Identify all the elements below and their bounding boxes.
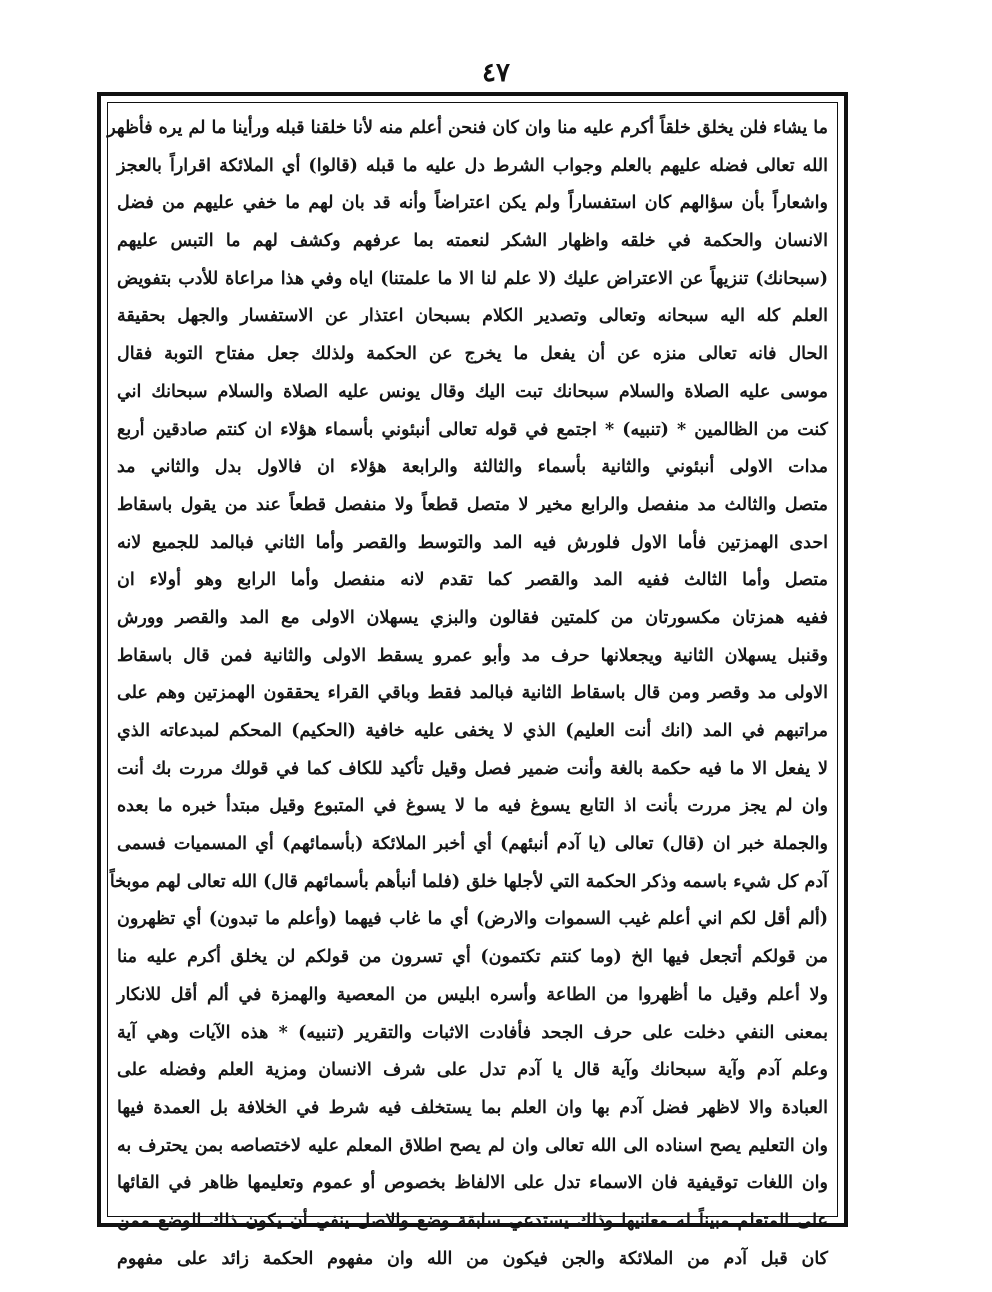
text-line: على المتعلم مبيناً له معانيها وذلك يستدعي سابقة وضع والاصل ينفي أن يكون ذلك الوضع ممن	[117, 1210, 828, 1231]
text-line: مدات الاولى أنبئوني والثانية بأسماء والثالثة والرابعة هؤلاء ان فالاول بدل والثاني مد	[117, 457, 828, 478]
text-line: آدم كل شيء باسمه وذكر الحكمة التي لأجلها خلق (فلما أنبأهم بأسمائهم قال) الله تعالى لهم موبخاً	[109, 871, 828, 892]
text-line: الاولى مد وقصر ومن قال باسقاط الثانية فبالمد فقط وباقي القراء يحققون الهمزتين وهم على	[117, 683, 828, 704]
text-line: ما يشاء فلن يخلق خلقاً أكرم عليه منا وان كان فنحن أعلم منه لأنا خلقنا قبله ورأينا ما لم يره فأظهر	[107, 118, 828, 138]
text-line: موسى عليه الصلاة والسلام سبحانك تبت اليك وقال يونس عليه الصلاة والسلام سبحانك اني	[117, 381, 828, 402]
text-line: احدى الهمزتين فأما الاول فلورش فيه المد والتوسط والقصر وأما الثاني فبالمد للجميع لانه	[117, 532, 828, 553]
text-line: العلم كله اليه سبحانه وتعالى وتصدير الكلام بسبحان اعتذار عن الاستفسار والجهل بحقيقة	[117, 306, 828, 327]
text-line: وعلم آدم وآية سبحانك وآية قال يا آدم تدل على شرف الانسان ومزية العلم وفضله على	[117, 1060, 828, 1081]
text-line: الانسان والحكمة في خلقه واظهار الشكر لنعمته بما عرفهم وكشف لهم ما التبس عليهم	[117, 231, 828, 252]
text-line: العبادة والا لاظهر فضل آدم بها وان العلم بما يستخلف فيه شرط في الخلافة بل العمدة فيها	[117, 1097, 828, 1118]
text-line: الحال فانه تعالى منزه عن أن يفعل ما يخرج عن الحكمة ولذلك جعل مفتاح التوبة فقال	[117, 344, 828, 365]
text-line: الله تعالى فضله عليهم بالعلم وجواب الشرط دل عليه ما قبله (قالوا) أي الملائكة اقراراً بالعجز	[117, 155, 828, 176]
text-line: متصل والثالث مد منفصل والرابع مخير لا متصل قطعاً ولا منفصل قطعاً عند من يقول باسقاط	[117, 494, 828, 515]
text-line: وان التعليم يصح اسناده الى الله تعالى وان لم يصح اطلاق المعلم عليه لاختصاصه بمن يحترف به	[117, 1135, 828, 1156]
text-line: (سبحانك) تنزيهاً عن الاعتراض عليك (لا علم لنا الا ما علمتنا) اياه وفي هذا مراعاة للأدب بتفويض	[117, 268, 828, 289]
text-line: وقنبل يسهلان الثانية ويجعلانها حرف مد وأبو عمرو يسقط الاولى والثانية فمن قال باسقاط	[117, 645, 828, 666]
text-line: مراتبهم في المد (انك أنت العليم) الذي لا يخفى عليه خافية (الحكيم) المحكم لمبدعاته الذي	[117, 721, 828, 741]
main-text-block	[107, 110, 828, 1269]
text-line: والجملة خبر ان (قال) تعالى (يا آدم أنبئهم) أي أخبر الملائكة (بأسمائهم) أي المسميات فسمى	[117, 834, 828, 855]
text-line: وان اللغات توقيفية فان الاسماء تدل على الالفاظ بخصوص أو عموم وتعليمها ظاهر في القائها	[117, 1173, 828, 1194]
text-line: من قولكم أتجعل فيها الخ (وما كنتم تكتمون) أي تسرون من قولكم لن يخلق أكرم عليه منا	[117, 947, 828, 968]
text-line: كنت من الظالمين * (تنبيه) * اجتمع في قوله تعالى أنبئوني بأسماء هؤلاء ان كنتم صادقين أربع	[117, 419, 828, 440]
text-line: كان قبل آدم من الملائكة والجن فيكون من الله وان مفهوم الحكمة زائد على مفهوم	[117, 1248, 828, 1269]
text-line: ولا أعلم وقيل ما أظهروا من الطاعة وأسره ابليس من المعصية والهمزة في ألم أقل للانكار	[117, 984, 828, 1005]
text-line: وان لم يجز مررت بأنت اذ التابع يسوغ فيه ما لا يسوغ في المتبوع وقيل مبتدأ خبره ما بعده	[117, 796, 828, 817]
text-line: لا يفعل الا ما فيه حكمة بالغة وأنت ضمير فصل وقيل تأكيد للكاف كما في قولك مررت بك أنت	[117, 758, 828, 779]
text-line: بمعنى النفي دخلت على حرف الجحد فأفادت الاثبات والتقرير (تنبيه) * هذه الآيات وهي آية	[117, 1022, 828, 1043]
page-number: ٤٧	[482, 58, 510, 88]
text-line: ففيه همزتان مكسورتان من كلمتين فقالون والبزي يسهلان الاولى مع المد والقصر وورش	[117, 607, 828, 628]
text-line: متصل وأما الثالث ففيه المد والقصر كما تقدم لانه منفصل وأما الرابع وهو أولاء ان	[117, 570, 828, 591]
text-line: (ألم أقل لكم اني أعلم غيب السموات والارض) أي ما غاب فيهما (وأعلم ما تبدون) أي تظهرون	[117, 909, 828, 930]
text-line: واشعاراً بأن سؤالهم كان استفساراً ولم يكن اعتراضاً وأنه قد بان لهم ما خفي عليهم من فضل	[117, 193, 828, 214]
